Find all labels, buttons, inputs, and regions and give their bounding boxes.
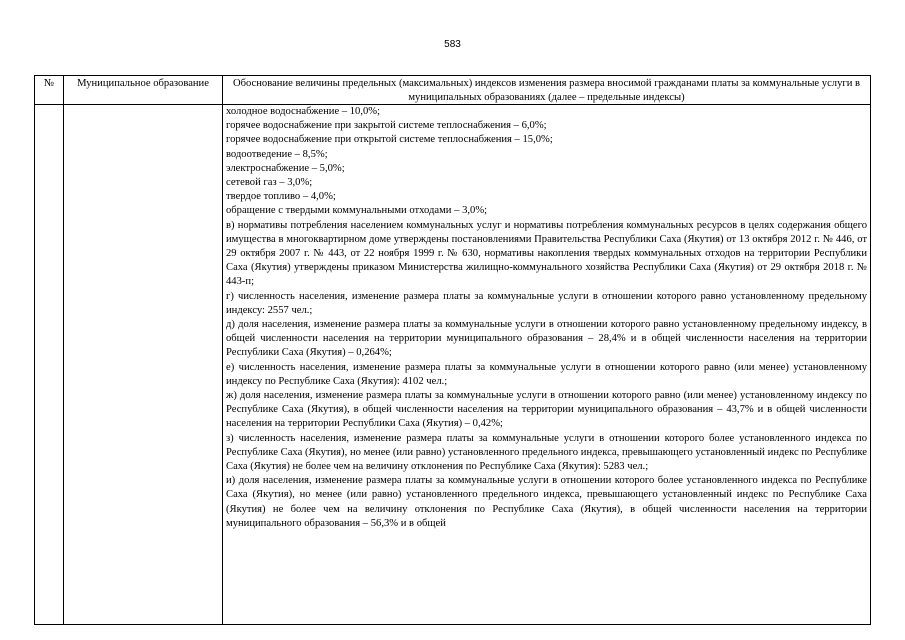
tariff-line: твердое топливо – 4,0%; (226, 191, 336, 203)
tariff-line: горячее водоснабжение при закрытой системе теплоснабжения – 6,0%; (226, 120, 547, 132)
header-municipality: Муниципальное образование (64, 76, 223, 105)
cell-number (35, 105, 64, 625)
cell-municipality (64, 105, 223, 625)
tariff-line: электроснабжение – 5,0%; (226, 162, 345, 174)
paragraph-z: з) численность населения, изменение размера платы за коммунальные услуги в отношении которого более установленного индекса по Республике Саха (Якутия), но менее (или равно) установленного предельного индекса, превышающего установленный индекс по Республике Саха (Якутия) не более чем на величину отклонения по Республике Саха (Якутия): 5283 чел.; (226, 432, 867, 473)
paragraph-i: и) доля населения, изменение размера платы за коммунальные услуги в отношении которого более установленного индекса по Республике Саха (Якутия), но менее (или равно) установленного предельного индекса, превышающего установленный индекс по Республике Саха (Якутия) не более чем на величину отклонения по Республике Саха (Якутия), в общей численности населения на территории муниципального образования – 56,3% и в общей (226, 475, 867, 529)
paragraph-e: е) численность населения, изменение размера платы за коммунальные услуги в отношении которого равно (или менее) установленному индексу по Республике Саха (Якутия): 4102 чел.; (226, 361, 867, 387)
paragraph-d: д) доля населения, изменение размера платы за коммунальные услуги в отношении которого равно установленному предельному индексу, в общей численности населения на территории муниципального образования – 28,4% и в общей численности населения на территории Республики Саха (Якутия) – 0,264%; (226, 319, 867, 359)
page-number: 583 (444, 39, 461, 50)
tariff-line: обращение с твердыми коммунальными отходами – 3,0%; (226, 205, 488, 217)
header-number: № (35, 76, 64, 105)
tariff-line: водоотведение – 8,5%; (226, 148, 328, 160)
paragraph-v: в) нормативы потребления населением коммунальных услуг и нормативы потребления коммунальных ресурсов в целях содержания общего имущества в многоквартирном доме утверждены постановлениями Правительства Республики Саха (Якутия) от 13 октября 2012 г. № 446, от 29 октября 2007 г. № 443, от 22 ноября 1999 г. № 630, нормативы накопления твердых коммунальных отходов на территории Республики Саха (Якутия) утверждены приказом Министерства жилищно-коммунального хозяйства Республики Саха (Якутия) от 29 октября 2018 г. № 443-п; (226, 219, 867, 288)
table-row (35, 105, 871, 625)
table-header-row (35, 76, 871, 105)
paragraph-g: г) численность населения, изменение размера платы за коммунальные услуги в отношении которого равно установленному предельному индексу: 2557 чел.; (226, 290, 867, 316)
header-justification: Обоснование величины предельных (максимальных) индексов изменения размера вносимой гражданами платы за коммунальные услуги в муниципальных образованиях (далее – предельные индексы) (223, 76, 871, 105)
paragraph-zh: ж) доля населения, изменение размера платы за коммунальные услуги в отношении которого равно (или менее) установленному индексу по Республике Саха (Якутия), в общей численности населения на территории муниципального образования – 43,7% и в общей численности населения на территории Республики Саха (Якутия) – 0,42%; (226, 390, 867, 430)
tariff-line: холодное водоснабжение – 10,0%; (226, 106, 381, 117)
cell-justification (223, 105, 871, 625)
justification-table (34, 75, 871, 625)
tariff-line: горячее водоснабжение при открытой системе теплоснабжения – 15,0%; (226, 134, 553, 146)
tariff-line: сетевой газ – 3,0%; (226, 177, 313, 189)
